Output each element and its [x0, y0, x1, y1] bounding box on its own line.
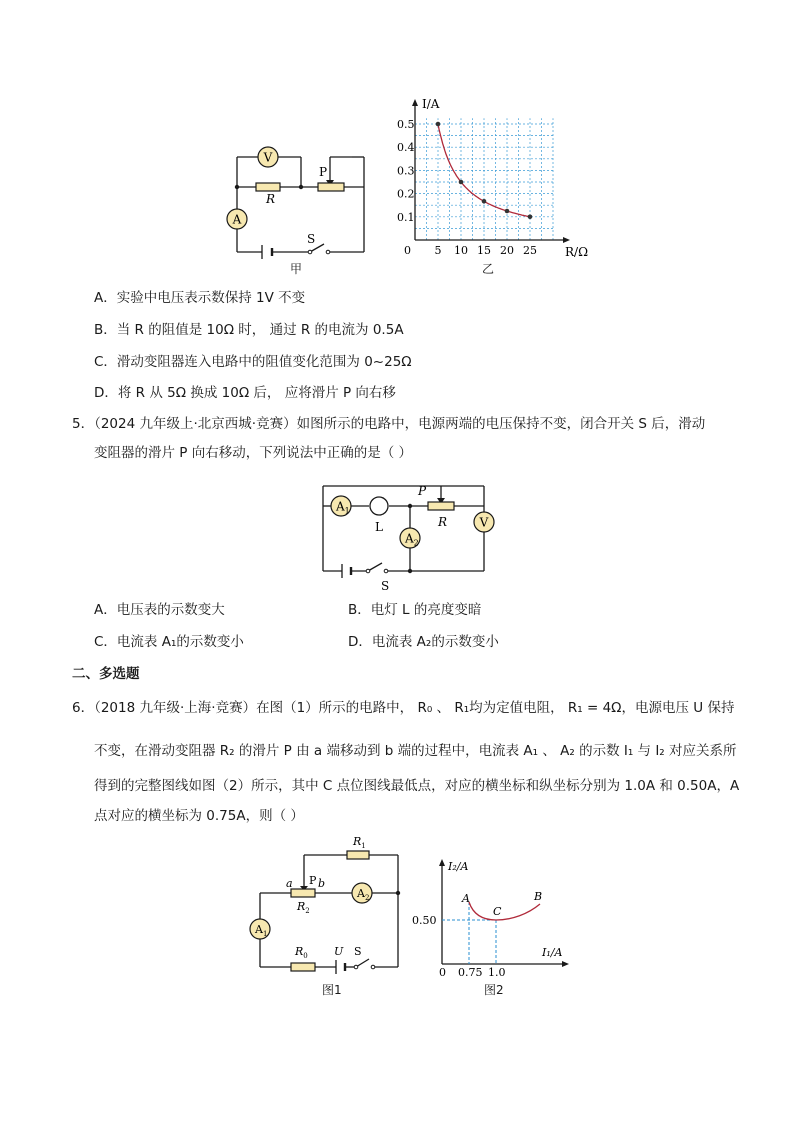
- q6-fig2-graph: [408, 852, 578, 980]
- lamp-label: L: [375, 520, 383, 534]
- q4-fig-jia-caption: 甲: [290, 262, 303, 276]
- rheostat-label: R: [438, 515, 448, 529]
- q6-fig2-caption: 图2: [484, 983, 504, 997]
- q4-circuit-diagram: [222, 140, 372, 270]
- ammeter-label: A: [232, 212, 242, 227]
- r0-label: $R_0$: [295, 945, 308, 960]
- q5-option-d: D．电流表 A₂的示数变小: [348, 634, 499, 650]
- lamp-l: [370, 497, 388, 515]
- q5-stem-line1: 5．（2024 九年级上·北京西城·竞赛）如图所示的电路中，电源两端的电压保持不变，闭合开关 S 后，滑动: [72, 416, 706, 432]
- q5-option-c: C．电流表 A₁的示数变小: [94, 634, 244, 650]
- point-a-label: A: [462, 892, 470, 905]
- x-axis-label: I₁/A: [542, 946, 563, 959]
- y-tick-label: 0.5: [397, 118, 415, 131]
- q4-option-d: D．将 R 从 5Ω 换成 10Ω 后， 应将滑片 P 向右移: [94, 385, 396, 401]
- data-point: [459, 180, 464, 185]
- slider-label: P: [319, 165, 328, 179]
- q4-option-b: B．当 R 的阻值是 10Ω 时， 通过 R 的电流为 0.5A: [94, 322, 404, 338]
- end-a-label: a: [286, 877, 293, 890]
- voltage-u-label: U: [334, 945, 344, 958]
- resistor-r0: [291, 963, 315, 971]
- switch-label: S: [354, 945, 362, 958]
- y-axis-label: I/A: [422, 97, 440, 111]
- q6-stem-line1: 6．（2018 九年级·上海·竞赛）在图（1）所示的电路中， R₀ 、 R₁均为定值电阻， R₁ = 4Ω，电源电压 U 保持: [72, 700, 735, 716]
- q4-option-a: A．实验中电压表示数保持 1V 不变: [94, 290, 306, 306]
- x-tick-label: 15: [477, 244, 491, 257]
- q5-option-a: A．电压表的示数变大: [94, 602, 225, 618]
- q6-fig1-circuit-diagram: [242, 833, 407, 978]
- x-tick-label: 0: [404, 244, 411, 257]
- r2-label: $R_2$: [297, 900, 310, 915]
- y-tick-label: 0.3: [397, 164, 415, 178]
- a2-label: $A_2$: [405, 531, 419, 548]
- x-tick-10: 1.0: [488, 966, 506, 979]
- q6-stem-line3: 得到的完整图线如图（2）所示，其中 C 点位图线最低点，对应的横坐标和纵坐标分别为 1.0A 和 0.50A，A: [94, 778, 740, 794]
- data-point: [436, 122, 441, 127]
- r1-label: $R_1$: [353, 835, 366, 850]
- a1-label: $A_1$: [255, 923, 268, 938]
- data-point: [528, 215, 533, 220]
- slider-p-label: P: [309, 874, 317, 887]
- q4-graph-i-vs-r: [395, 96, 595, 271]
- q6-fig1-caption: 图1: [322, 983, 342, 997]
- q6-stem-line4: 点对应的横坐标为 0.75A，则（ ）: [94, 808, 304, 824]
- resistor-r: [256, 183, 280, 191]
- rheostat-r: [428, 502, 454, 510]
- switch-label: S: [307, 232, 316, 246]
- i2-vs-i1-curve: [469, 902, 540, 920]
- y-tick-050: 0.50: [412, 914, 437, 927]
- end-b-label: b: [318, 877, 326, 890]
- data-point: [505, 209, 510, 214]
- a2-label: $A_2$: [357, 887, 370, 902]
- x-axis-label: R/Ω: [565, 245, 589, 259]
- voltmeter-label: V: [263, 150, 273, 165]
- resistor-label: R: [266, 192, 276, 206]
- x-tick-label: 10: [454, 244, 468, 257]
- q4-fig-yi-caption: 乙: [482, 262, 495, 276]
- rheostat-r2: [291, 889, 315, 897]
- q5-option-b: B．电灯 L 的亮度变暗: [348, 602, 482, 618]
- y-tick-label: 0.1: [397, 210, 415, 224]
- switch-label: S: [381, 579, 390, 593]
- resistor-r1: [347, 851, 369, 859]
- x-tick-label: 25: [523, 244, 537, 257]
- q4-option-c: C．滑动变阻器连入电路中的阻值变化范围为 0~25Ω: [94, 354, 412, 370]
- x-tick-label: 5: [434, 244, 442, 257]
- point-b-label: B: [534, 890, 543, 903]
- x-tick-label: 20: [500, 244, 514, 257]
- y-axis-label: I₂/A: [448, 860, 469, 873]
- y-tick-label: 0.2: [397, 187, 415, 201]
- q5-circuit-diagram: [316, 480, 500, 596]
- section-title-multiple-choice: 二、多选题: [72, 666, 140, 682]
- q5-stem-line2: 变阻器的滑片 P 向右移动，下列说法中正确的是（ ）: [94, 445, 413, 461]
- slider-label: P: [418, 484, 427, 498]
- rheostat: [318, 183, 344, 191]
- data-point: [482, 199, 487, 204]
- a1-label: $A_1$: [336, 499, 350, 516]
- q6-stem-line2: 不变，在滑动变阻器 R₂ 的滑片 P 由 a 端移动到 b 端的过程中，电流表 A₁ 、 A₂ 的示数 I₁ 与 I₂ 对应关系所: [94, 743, 737, 759]
- voltmeter-label: V: [479, 515, 489, 530]
- point-c-label: C: [493, 905, 502, 918]
- x-tick-0: 0: [439, 966, 446, 979]
- x-tick-075: 0.75: [458, 966, 483, 979]
- y-tick-label: 0.4: [397, 141, 415, 155]
